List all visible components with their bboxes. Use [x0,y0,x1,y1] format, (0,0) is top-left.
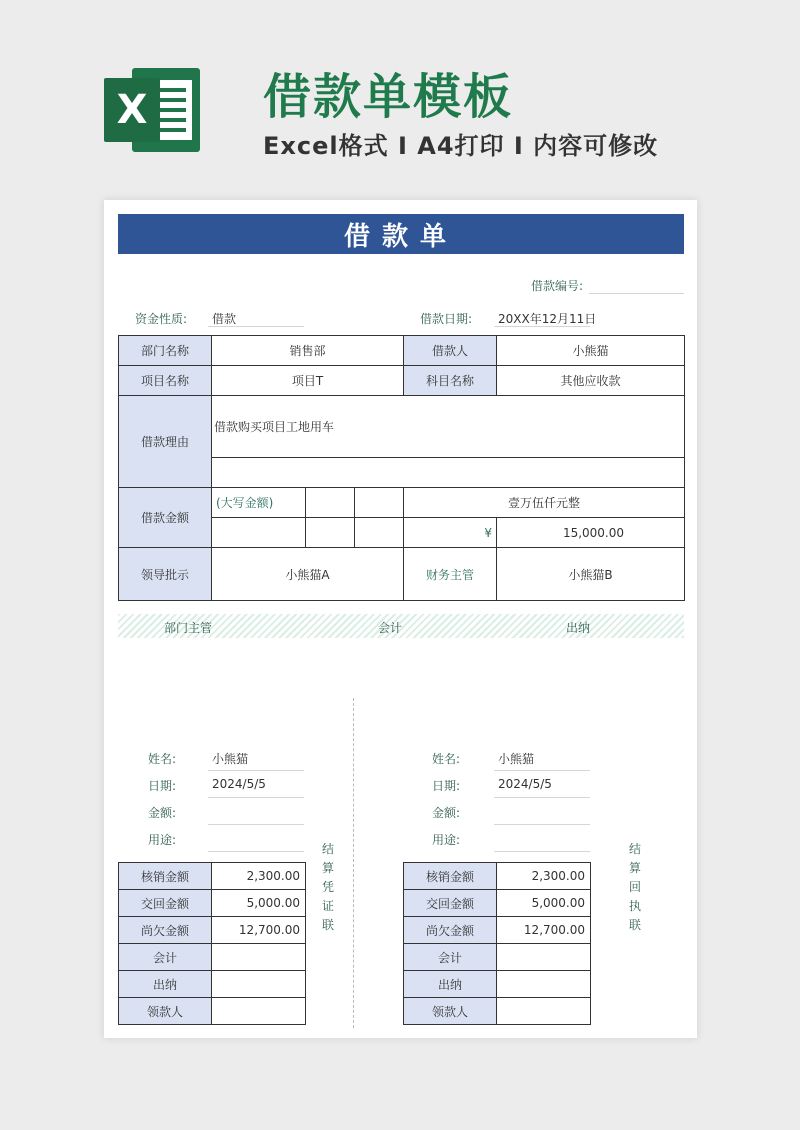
right-settlement-table [403,862,591,1025]
document-sheet [104,200,697,1038]
right-name-value[interactable]: 小熊猫 [498,752,535,766]
right-row-label: 领款人 [404,998,497,1025]
loan-no-underline [589,293,684,294]
left-row-value[interactable] [212,998,306,1025]
excel-logo-icon [104,62,204,154]
right-row-value[interactable] [497,998,591,1025]
right-row-label: 出纳 [404,971,497,998]
loan-no-label: 借款编号: [531,279,584,293]
right-row-value[interactable]: 12,700.00 [497,917,591,944]
left-row-label: 交回金额 [119,890,212,917]
right-date-label: 日期: [432,779,461,793]
right-amount-label: 金额: [432,806,461,820]
left-row-label: 会计 [119,944,212,971]
left-row-value[interactable]: 5,000.00 [212,890,306,917]
amount-blank-1 [306,488,355,518]
right-row-value[interactable] [497,971,591,998]
left-row-label: 领款人 [119,998,212,1025]
project-label: 项目名称 [119,366,212,396]
reason-label: 借款理由 [119,396,212,488]
reason-value[interactable]: 借款购买项目工地用车 [212,396,685,458]
left-row-label: 核销金额 [119,863,212,890]
amount-value[interactable]: 15,000.00 [497,518,685,548]
page-subtitle: Excel格式 I A4打印 I 内容可修改 [263,132,659,160]
right-name-label: 姓名: [432,752,461,766]
left-row-value[interactable]: 2,300.00 [212,863,306,890]
left-name-value[interactable]: 小熊猫 [212,752,249,766]
right-row-label: 会计 [404,944,497,971]
accountant-label: 会计 [378,621,403,635]
amount-upper-value[interactable]: 壹万伍仟元整 [404,488,685,518]
right-row-value[interactable]: 5,000.00 [497,890,591,917]
right-amount-underline [494,824,590,825]
page-title: 借款单模板 [263,69,514,125]
dept-head-label: 部门主管 [164,621,213,635]
approval-value[interactable]: 小熊猫A [212,548,404,601]
borrower-value[interactable]: 小熊猫 [497,336,685,366]
reason-extra-line[interactable] [212,457,685,487]
amount-blank-2 [355,488,404,518]
left-amount-label: 金额: [148,806,177,820]
right-side-text: 结算回执联 [628,842,641,932]
loan-date-underline [494,326,590,327]
currency-symbol: ¥ [404,518,497,548]
cashier-label: 出纳 [566,621,591,635]
left-date-value[interactable]: 2024/5/5 [212,777,266,791]
left-purpose-underline [208,851,304,852]
signature-stripe [118,614,684,638]
fund-type-label: 资金性质: [135,312,188,326]
left-row-value[interactable] [212,944,306,971]
right-purpose-underline [494,851,590,852]
amount-blank-4 [306,518,355,548]
left-name-underline [208,770,304,771]
amount-blank-3 [212,518,306,548]
left-purpose-label: 用途: [148,833,177,847]
slip-divider [353,698,354,1028]
dept-label: 部门名称 [119,336,212,366]
loan-date-label: 借款日期: [420,312,473,326]
left-row-value[interactable] [212,971,306,998]
left-name-label: 姓名: [148,752,177,766]
right-row-value[interactable] [497,944,591,971]
approval-label: 领导批示 [119,548,212,601]
right-row-label: 交回金额 [404,890,497,917]
left-side-text: 结算凭证联 [321,842,334,932]
left-date-underline [208,797,304,798]
subject-value[interactable]: 其他应收款 [497,366,685,396]
left-row-label: 出纳 [119,971,212,998]
logo-letter: X [104,78,160,142]
dept-value[interactable]: 销售部 [212,336,404,366]
subject-label: 科目名称 [404,366,497,396]
fund-type-underline [208,326,304,327]
left-settlement-table [118,862,306,1025]
finance-label: 财务主管 [404,548,497,601]
form-heading: 借款单 [118,214,684,254]
right-purpose-label: 用途: [432,833,461,847]
loan-date-value: 20XX年12月11日 [498,312,597,326]
finance-value[interactable]: 小熊猫B [497,548,685,601]
left-date-label: 日期: [148,779,177,793]
right-row-label: 核销金额 [404,863,497,890]
amount-upper-label: (大写金额) [212,488,306,518]
left-row-label: 尚欠金额 [119,917,212,944]
amount-label: 借款金额 [119,488,212,548]
borrower-label: 借款人 [404,336,497,366]
project-value[interactable]: 项目T [212,366,404,396]
right-name-underline [494,770,590,771]
left-row-value[interactable]: 12,700.00 [212,917,306,944]
right-row-value[interactable]: 2,300.00 [497,863,591,890]
right-date-underline [494,797,590,798]
left-amount-underline [208,824,304,825]
right-row-label: 尚欠金额 [404,917,497,944]
right-date-value[interactable]: 2024/5/5 [498,777,552,791]
loan-form-table [118,335,685,601]
amount-blank-5 [355,518,404,548]
fund-type-value: 借款 [212,312,237,326]
